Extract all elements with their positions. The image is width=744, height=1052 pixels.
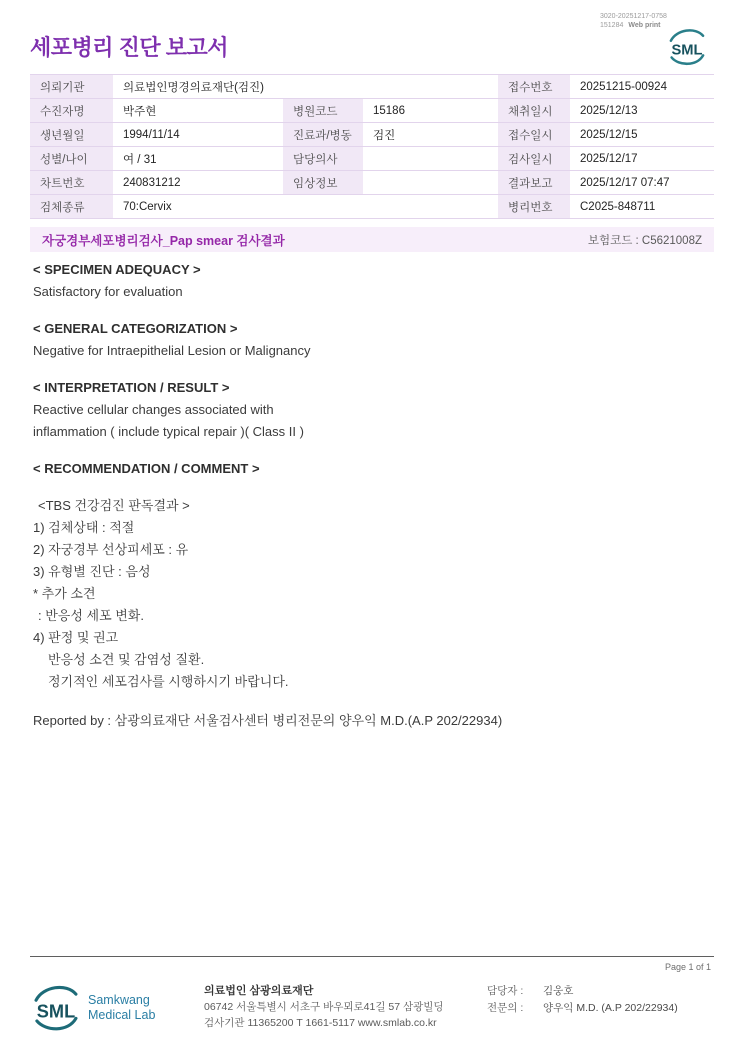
print-info (600, 12, 667, 31)
interpretation-line: Reactive cellular changes associated with (33, 402, 274, 417)
sml-logo-icon (666, 27, 708, 67)
contact-info (487, 983, 678, 1017)
field-label: 접수일시 (498, 123, 570, 147)
footer-logo (30, 983, 180, 1033)
field-label: 생년월일 (30, 123, 113, 147)
field-value (363, 171, 498, 195)
field-value: 박주현 (113, 99, 283, 123)
field-label: 임상정보 (283, 171, 363, 195)
field-label: 접수번호 (498, 75, 570, 99)
field-label: 수진자명 (30, 99, 113, 123)
recommendation-heading: < RECOMMENDATION / COMMENT > (33, 461, 260, 476)
report-body (33, 259, 693, 732)
field-label: 의뢰기관 (30, 75, 113, 99)
tbs-heading: <TBS 건강검진 판독결과 > (38, 498, 190, 513)
table-row (30, 171, 714, 195)
print-meta (600, 21, 667, 30)
print-type: Web print (628, 22, 661, 30)
print-code: 3020-20251217-0758 (600, 13, 667, 20)
patient-info-table (30, 74, 714, 219)
interpretation-heading: < INTERPRETATION / RESULT > (33, 380, 230, 395)
field-value: 2025/12/13 (570, 99, 714, 123)
manager-row (487, 983, 678, 1000)
field-label: 차트번호 (30, 171, 113, 195)
field-value: 의료법인명경의료재단(검진) (113, 75, 498, 99)
field-label: 채취일시 (498, 99, 570, 123)
footer-divider (30, 956, 714, 957)
page-number: Page 1 of 1 (664, 962, 711, 972)
print-number: 151284 (600, 22, 624, 30)
general-categorization-heading: < GENERAL CATEGORIZATION > (33, 321, 238, 336)
field-value: 검진 (363, 123, 498, 147)
field-value: 2025/12/15 (570, 123, 714, 147)
table-row (30, 195, 714, 219)
table-row (30, 147, 714, 171)
field-value: 15186 (363, 99, 498, 123)
tbs-line: 반응성 소견 및 감염성 질환. (48, 652, 205, 667)
tbs-line: * 추가 소견 (33, 586, 96, 601)
field-label: 성별/나이 (30, 147, 113, 171)
sml-logo-icon (30, 983, 82, 1033)
tbs-line: 3) 유형별 진단 : 음성 (33, 564, 151, 579)
field-value: 2025/12/17 (570, 147, 714, 171)
field-label: 검체종류 (30, 195, 113, 219)
company-info (204, 983, 459, 1031)
field-label: 담당의사 (283, 147, 363, 171)
reported-by: Reported by : 삼광의료재단 서울검사센터 병리전문의 양우익 M.D.(A.P 202/22934) (33, 713, 503, 728)
field-value: 70:Cervix (113, 195, 498, 219)
specialist-row (487, 1000, 678, 1017)
table-row (30, 123, 714, 147)
brand-line: Medical Lab (88, 1008, 156, 1022)
company-name: 의료법인 삼광의료재단 (204, 985, 314, 997)
svg-text:SML: SML (36, 1001, 76, 1022)
specialist-label: 전문의 : (487, 1002, 524, 1014)
specimen-adequacy-heading: < SPECIMEN ADEQUACY > (33, 262, 201, 277)
specimen-adequacy-text: Satisfactory for evaluation (33, 284, 183, 299)
svg-text:SML: SML (671, 42, 703, 59)
table-row (30, 99, 714, 123)
manager-label: 담당자 : (487, 985, 524, 997)
field-label: 진료과/병동 (283, 123, 363, 147)
tbs-line: 4) 판정 및 권고 (33, 630, 119, 645)
page-title: 세포병리 진단 보고서 (30, 35, 228, 60)
tbs-line: 2) 자궁경부 선상피세포 : 유 (33, 542, 189, 557)
tbs-line: 1) 검체상태 : 적절 (33, 520, 135, 535)
field-label: 병리번호 (498, 195, 570, 219)
field-label: 결과보고 (498, 171, 570, 195)
company-address: 06742 서울특별시 서초구 바우뫼로41길 57 삼광빌딩 (204, 1001, 444, 1013)
field-value: 240831212 (113, 171, 283, 195)
field-label: 검사일시 (498, 147, 570, 171)
specialist-name: 양우익 M.D. (A.P 202/22934) (543, 1002, 678, 1014)
general-categorization-text: Negative for Intraepithelial Lesion or Malignancy (33, 343, 311, 358)
footer (30, 983, 714, 1033)
brand-wordmark (88, 993, 155, 1023)
test-result-banner (30, 227, 714, 252)
tbs-line: : 반응성 세포 변화. (38, 608, 144, 623)
insurance-code: 보험코드 : C5621008Z (587, 234, 702, 247)
field-value: 1994/11/14 (113, 123, 283, 147)
manager-name: 김웅호 (543, 985, 574, 997)
field-label: 병원코드 (283, 99, 363, 123)
tbs-line: 정기적인 세포검사를 시행하시기 바랍니다. (48, 674, 289, 689)
table-row (30, 75, 714, 99)
field-value (363, 147, 498, 171)
field-value: 2025/12/17 07:47 (570, 171, 714, 195)
field-value: 여 / 31 (113, 147, 283, 171)
field-value: C2025-848711 (570, 195, 714, 219)
brand-line: Samkwang (88, 993, 150, 1007)
banner-title: 자궁경부세포병리검사_Pap smear 검사결과 (42, 233, 285, 248)
field-value: 20251215-00924 (570, 75, 714, 99)
interpretation-line: inflammation ( include typical repair )( Class II ) (33, 424, 304, 439)
company-registration: 검사기관 11365200 T 1661-5117 www.smlab.co.kr (204, 1017, 437, 1029)
